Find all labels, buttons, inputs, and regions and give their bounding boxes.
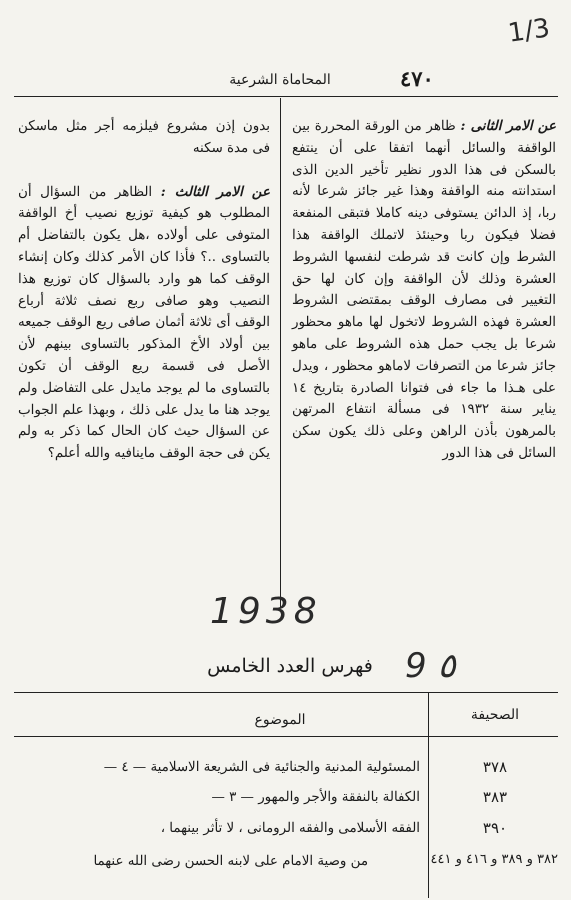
index-row-topic: الفقه الأسلامى والفقه الرومانى ، لا تأثر بينهما ،: [160, 821, 420, 836]
index-row-topic: من وصية الامام على لابنه الحسن رضى الله عنهما: [93, 854, 368, 869]
right-column-text: [292, 116, 556, 465]
left-column-continuation: بدون إذن مشروع فيلزمه أجر مثل ماسكن فى مدة سكنه: [18, 119, 270, 156]
index-header-topic: الموضوع: [254, 712, 306, 728]
section-heading-second: عن الامر الثانى :: [460, 118, 556, 134]
header-rule: [14, 96, 558, 97]
column-divider: [280, 98, 281, 608]
left-column-text: [18, 182, 270, 465]
handwritten-index-mark: 9 ٥: [405, 646, 456, 686]
index-row: [14, 786, 558, 814]
index-row: [14, 756, 558, 784]
left-column-paragraph: الظاهر من السؤال أن المطلوب هو كيفية توزيع نصيب أخ الواقفة المتوفى على أولاده ،هل يكون بالتفاضل أم بالتساوى ..؟ فأذا كان الأمر كذلك وكان إنشاء الوقف كما هو وارد بالسؤال كان توزيع هذا النصيب وهو صافى ربع نصف ثلاثة أرباع الوقف أى ثلاثة أثمان صافى ريع الوقف جميعه بين أولاد الأخ المذكور بالتساوى بينهم لأن الأصل فى قسمة ريع الوقف أن تكون بالتساوى ما لم يوجد مايدل على التفاضل ولم يوجد هنا ما يدل على ذلك ، وبهذا علم الجواب عن السؤال حيث كان الحال كما ذكر به ولم يكن فى حجة الوقف ماينافيه والله أعلم؟: [18, 184, 270, 462]
index-header-rule: [14, 736, 558, 737]
running-title: المحاماة الشرعية: [229, 72, 331, 88]
index-row: [14, 817, 558, 845]
index-title: فهرس العدد الخامس: [207, 655, 373, 677]
index-top-rule: [14, 692, 558, 693]
index-row: [14, 850, 558, 878]
index-row-page: ٣٨٢ و ٣٨٩ و ٤١٦ و ٤٤١: [430, 852, 558, 867]
handwritten-corner-mark: 1/3: [506, 13, 552, 49]
section-heading-third: عن الامر الثالث :: [160, 183, 270, 200]
page-number: ٤٧٠: [400, 66, 434, 91]
right-column: [292, 116, 556, 465]
index-row-page: ٣٨٣: [482, 788, 508, 806]
index-row-topic: المسئولية المدنية والجنائية فى الشريعة الاسلامية — ٤ —: [103, 760, 420, 775]
index-row-page: ٣٧٨: [482, 758, 508, 776]
index-row-page: ٣٩٠: [482, 819, 508, 837]
index-header-page: الصحيفة: [470, 707, 520, 723]
left-column: [18, 116, 270, 465]
handwritten-year-mark: 1938: [210, 591, 322, 632]
right-column-paragraph: ظاهر من الورقة المحررة بين الواقفة والسائل أنهما اتفقا على أن ينتفع بالسكن فى هذا الدور نظير تأخير الدين الذى استدانته منه الواقفة وهذا غير جائز شرعا لأنه ربا، إذ الدائن يستوفى دينه كاملا فتبقى المنفعة فضلا فيكون ربا وحينئذ لاتملك الواقفة هذا الشرط وإن كانت قد شرطت لنفسها الشروط العشرة وذلك لأن الواقفة وإن كان لها حق التغيير فى مصارف الوقف بمقتضى الشروط العشرة فهذه الشروط لاتخول لها ماهو محظور شرعا بل يجب حمل هذه الشروط على ماهو جائز شرعا من التصرفات لاماهو محظور ، ويدل على هـذا ما جاء فى فتوانا الصادرة بتاريخ ١٤ يناير سنة ١٩٣٢ فى مسألة انتفاع المرتهن بالمرهون بأذن الراهن وعلى ذلك يكون سكن السائل فى هذا الدور: [292, 119, 556, 461]
index-row-topic: الكفالة بالنفقة والأجر والمهور — ٣ —: [211, 790, 420, 805]
